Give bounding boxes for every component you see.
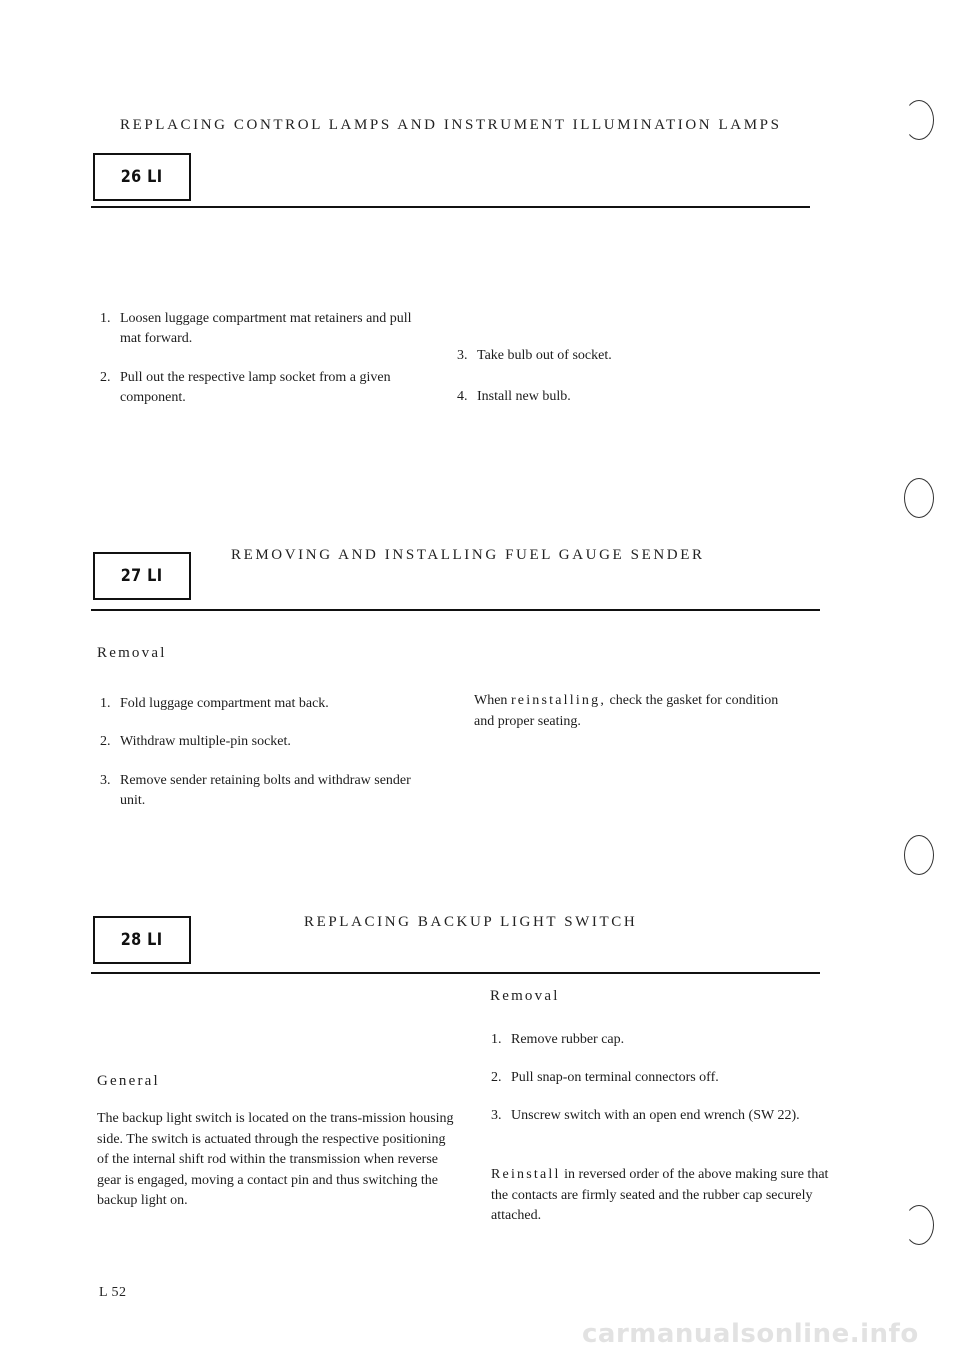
step-number: 4. — [457, 389, 468, 404]
section-28-reinstall-note — [491, 1165, 836, 1227]
step-text: Remove rubber cap. — [511, 1032, 625, 1047]
step-text: Install new bulb. — [477, 389, 571, 404]
binder-hole-icon — [904, 478, 934, 518]
section-28-step-2 — [491, 1068, 811, 1088]
section-27-removal-heading: Removal — [97, 645, 167, 661]
section-27-step-3 — [100, 771, 420, 811]
reinstall-rest: in reversed order of the above making sure that the contacts are firmly seated and the rubber cap securely attached. — [491, 1167, 829, 1223]
step-number: 3. — [457, 348, 468, 363]
binder-hole-icon — [904, 100, 934, 140]
note-keyword: reinstalling, — [510, 693, 607, 708]
section-28-code-box — [93, 916, 191, 964]
section-28-removal-heading: Removal — [490, 988, 560, 1004]
step-number: 2. — [100, 734, 111, 749]
step-text: Fold luggage compartment mat back. — [120, 696, 329, 711]
section-26-step-2 — [100, 368, 430, 408]
reinstall-keyword: Reinstall — [491, 1167, 561, 1182]
binder-hole-icon — [904, 835, 934, 875]
step-number: 1. — [100, 311, 111, 326]
step-text: Pull out the respective lamp socket from a given component. — [120, 370, 391, 405]
section-26-rule — [91, 206, 810, 208]
step-number: 1. — [491, 1032, 502, 1047]
section-27-code-box — [93, 552, 191, 600]
section-26-code: 26 LI — [121, 167, 163, 187]
step-text: Remove sender retaining bolts and withdraw sender unit. — [120, 773, 411, 808]
section-27-rule — [91, 609, 820, 611]
section-26-step-4 — [457, 387, 777, 407]
step-number: 2. — [491, 1070, 502, 1085]
section-28-step-1 — [491, 1030, 811, 1050]
section-28-rule — [91, 972, 820, 974]
section-26-code-box — [93, 153, 191, 201]
section-27-reinstall-note — [474, 691, 789, 732]
section-26-title: REPLACING CONTROL LAMPS AND INSTRUMENT ILLUMINATION LAMPS — [120, 117, 782, 133]
section-27-step-1 — [100, 694, 440, 714]
step-text: Take bulb out of socket. — [477, 348, 612, 363]
step-text: Unscrew switch with an open end wrench (SW 22). — [511, 1108, 800, 1123]
section-28-general-heading: General — [97, 1073, 160, 1089]
step-text: Loosen luggage compartment mat retainers and pull mat forward. — [120, 311, 412, 346]
step-number: 1. — [100, 696, 111, 711]
section-27-title: REMOVING AND INSTALLING FUEL GAUGE SENDER — [231, 547, 705, 563]
step-text: Withdraw multiple-pin socket. — [120, 734, 291, 749]
section-26-step-3 — [457, 346, 777, 366]
note-rest: check the gasket for condition and proper seating. — [474, 693, 779, 729]
section-28-title: REPLACING BACKUP LIGHT SWITCH — [304, 914, 638, 930]
note-lead: When — [474, 693, 508, 708]
step-text: Pull snap-on terminal connectors off. — [511, 1070, 719, 1085]
binder-hole-icon — [904, 1205, 934, 1245]
section-27-step-2 — [100, 732, 440, 752]
step-number: 3. — [491, 1108, 502, 1123]
section-27-code: 27 LI — [121, 566, 163, 586]
page-number: L 52 — [99, 1285, 127, 1300]
site-watermark: carmanualsonline.info — [582, 1319, 919, 1349]
section-28-code: 28 LI — [121, 930, 163, 950]
section-28-general-text: The backup light switch is located on the trans-mission housing side. The switch is actuated through the respective positioning of the internal shift rod within the transmission when reverse gear is engaged, moving a contact pin and thus switching the backup light on. — [97, 1111, 454, 1208]
section-28-step-3 — [491, 1106, 811, 1126]
step-number: 2. — [100, 370, 111, 385]
section-26-step-1 — [100, 309, 430, 349]
step-number: 3. — [100, 773, 111, 788]
